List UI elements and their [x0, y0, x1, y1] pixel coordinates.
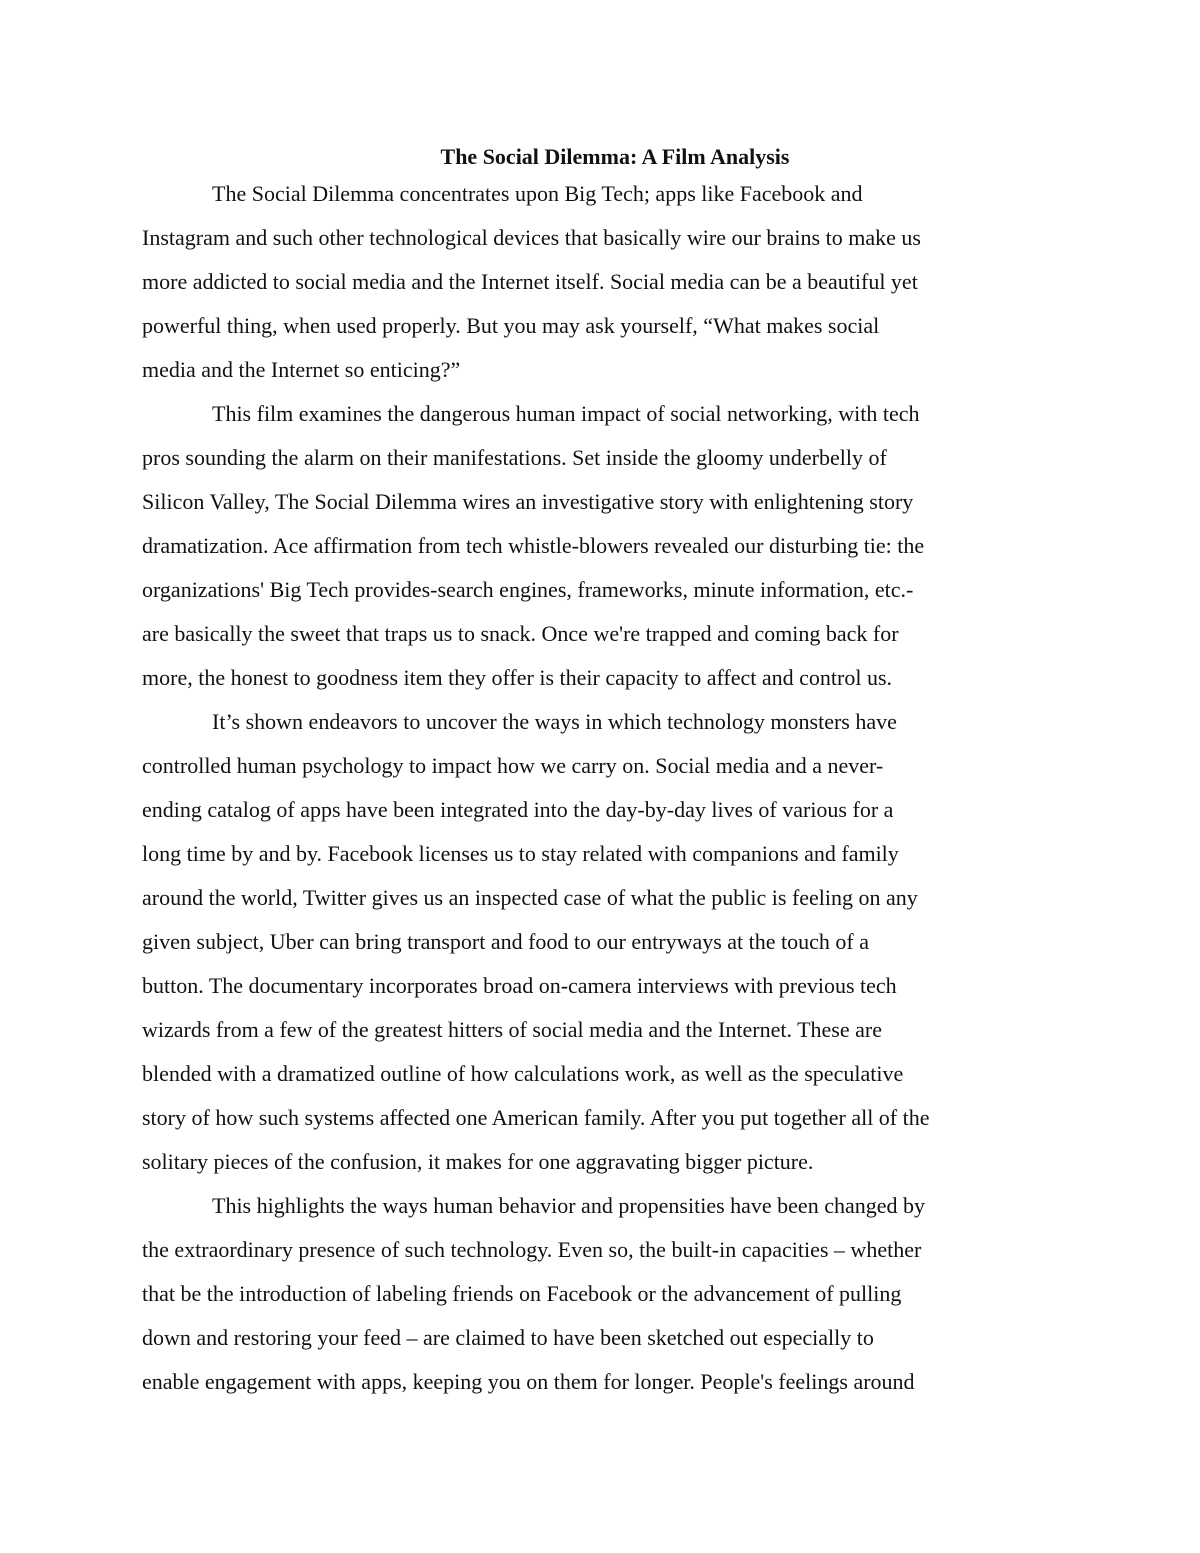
text-line: pros sounding the alarm on their manifestations. Set inside the gloomy underbelly of	[142, 445, 887, 470]
document-body	[142, 172, 1062, 1404]
text-line: button. The documentary incorporates broad on-camera interviews with previous tech	[142, 973, 897, 998]
text-line: the extraordinary presence of such technology. Even so, the built-in capacities – whether	[142, 1237, 922, 1262]
text-line: powerful thing, when used properly. But you may ask yourself, “What makes social	[142, 313, 880, 338]
text-line: media and the Internet so enticing?”	[142, 357, 461, 382]
text-line: dramatization. Ace affirmation from tech whistle-blowers revealed our disturbing tie: the	[142, 533, 925, 558]
text-line: solitary pieces of the confusion, it makes for one aggravating bigger picture.	[142, 1149, 814, 1174]
paragraph-4	[142, 1184, 1062, 1404]
document-title: The Social Dilemma: A Film Analysis	[440, 144, 790, 169]
text-line: around the world, Twitter gives us an inspected case of what the public is feeling on any	[142, 885, 918, 910]
text-line: given subject, Uber can bring transport and food to our entryways at the touch of a	[142, 929, 870, 954]
text-line: organizations' Big Tech provides-search engines, frameworks, minute information, etc.-	[142, 577, 914, 602]
text-line: that be the introduction of labeling friends on Facebook or the advancement of pulling	[142, 1281, 902, 1306]
paragraph-1	[142, 172, 1062, 392]
text-line: story of how such systems affected one American family. After you put together all of the	[142, 1105, 930, 1130]
text-line: Instagram and such other technological devices that basically wire our brains to make us	[142, 225, 921, 250]
text-line: Silicon Valley, The Social Dilemma wires an investigative story with enlightening story	[142, 489, 914, 514]
text-line: more, the honest to goodness item they offer is their capacity to affect and control us.	[142, 665, 893, 690]
paragraph-2	[142, 392, 1062, 700]
text-line: controlled human psychology to impact how we carry on. Social media and a never-	[142, 753, 884, 778]
text-line: ending catalog of apps have been integrated into the day-by-day lives of various for a	[142, 797, 894, 822]
text-line: This highlights the ways human behavior and propensities have been changed by	[212, 1193, 925, 1218]
paragraph-3	[142, 700, 1062, 1184]
text-line: enable engagement with apps, keeping you on them for longer. People's feelings around	[142, 1369, 915, 1394]
text-line: This film examines the dangerous human impact of social networking, with tech	[212, 401, 920, 426]
text-line: down and restoring your feed – are claimed to have been sketched out especially to	[142, 1325, 874, 1350]
text-line: wizards from a few of the greatest hitters of social media and the Internet. These are	[142, 1017, 882, 1042]
text-line: are basically the sweet that traps us to snack. Once we're trapped and coming back for	[142, 621, 899, 646]
text-line: blended with a dramatized outline of how calculations work, as well as the speculative	[142, 1061, 904, 1086]
text-line: long time by and by. Facebook licenses us to stay related with companions and family	[142, 841, 899, 866]
text-line: more addicted to social media and the Internet itself. Social media can be a beautiful yet	[142, 269, 918, 294]
text-line: It’s shown endeavors to uncover the ways in which technology monsters have	[212, 709, 897, 734]
text-line: The Social Dilemma concentrates upon Big Tech; apps like Facebook and	[212, 181, 863, 206]
